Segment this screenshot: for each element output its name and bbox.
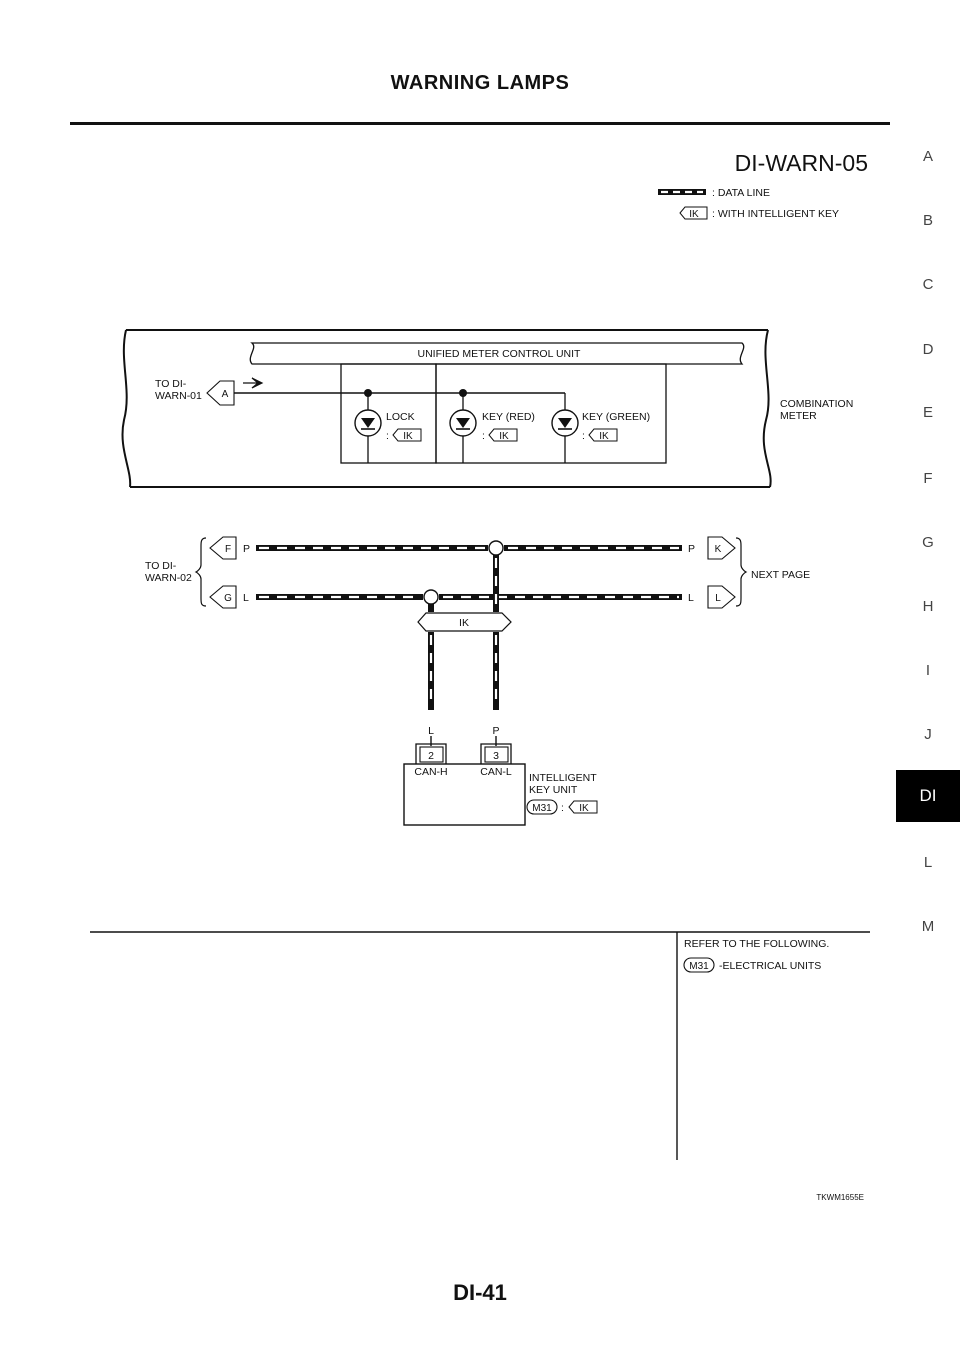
combination-meter-label-1: COMBINATION [780, 398, 854, 410]
legend [658, 187, 839, 220]
ik-unit-colon: : [561, 802, 564, 814]
lamp-key-green-colon: : [582, 430, 585, 442]
connector-g-flag[interactable] [210, 586, 236, 608]
side-index-h[interactable]: H [922, 598, 934, 615]
page-number: DI-41 [453, 1280, 507, 1305]
led-key-red-icon [450, 410, 476, 436]
ik-pin-2-label: CAN-H [414, 766, 448, 778]
lamp-key-green-ik-text: IK [599, 431, 609, 442]
legend-ik-tag-text: IK [689, 209, 699, 220]
legend-ik-label: : WITH INTELLIGENT KEY [712, 208, 839, 220]
side-index-e[interactable]: E [922, 404, 933, 421]
side-index-di-active[interactable]: DI [896, 770, 960, 822]
diagram-title: DI-WARN-05 [734, 150, 868, 176]
ik-unit-wire-color-p: P [492, 725, 500, 737]
connector-a-label: A [221, 389, 229, 400]
side-index-a[interactable]: A [922, 148, 933, 165]
side-index-m[interactable]: M [921, 918, 935, 935]
connector-a-flag[interactable] [207, 381, 234, 405]
ik-unit-wire-color-l: L [428, 725, 434, 737]
ik-unit-name-1: INTELLIGENT [529, 772, 597, 784]
side-index-c[interactable]: C [922, 276, 934, 293]
combination-meter-label-2: METER [780, 410, 817, 422]
connector-l-flag[interactable] [708, 586, 735, 608]
led-key-green-icon [552, 410, 578, 436]
next-page-label[interactable]: NEXT PAGE [751, 569, 811, 581]
wire-color-left-l: L [243, 592, 249, 604]
wire-color-right-l: L [688, 592, 694, 604]
connector-f-flag[interactable] [210, 537, 236, 559]
splice-bottom [424, 590, 438, 604]
ik-unit-ik-text: IK [579, 803, 589, 814]
side-index-j[interactable]: J [924, 726, 932, 743]
side-index-b[interactable]: B [922, 212, 933, 229]
connector-f-label: F [224, 544, 232, 555]
splice-top [489, 541, 503, 555]
section-title: WARNING LAMPS [390, 72, 570, 94]
ik-pin-3-number: 3 [493, 750, 499, 762]
side-index-l[interactable]: L [923, 854, 933, 871]
connector-g-label: G [224, 593, 232, 604]
ik-unit-connector-id: M31 [532, 803, 552, 814]
refer-connector-id: M31 [689, 961, 709, 972]
lamp-lock-label: LOCK [386, 411, 415, 423]
side-index-f[interactable]: F [923, 470, 933, 487]
to-di-warn-01-line-2: WARN-01 [155, 390, 202, 402]
led-lock-icon [355, 410, 381, 436]
lamp-lock-colon: : [386, 430, 389, 442]
to-di-warn-01-line-1: TO DI- [155, 378, 187, 390]
unified-meter-control-unit-label: UNIFIED METER CONTROL UNIT [417, 348, 581, 360]
side-index-g[interactable]: G [922, 534, 934, 551]
left-bracket [196, 538, 206, 606]
lamp-key-red-ik-text: IK [499, 431, 509, 442]
side-index-i[interactable]: I [925, 662, 931, 679]
lamp-key-red-colon: : [482, 430, 485, 442]
ik-pin-2-number: 2 [428, 750, 434, 762]
connector-l-label: L [715, 593, 721, 604]
wire-color-right-p: P [688, 543, 696, 555]
right-bracket [736, 538, 746, 606]
to-di-warn-02-line-2: WARN-02 [145, 572, 192, 584]
lamp-key-red-label: KEY (RED) [482, 411, 535, 423]
legend-data-line-label: : DATA LINE [712, 187, 770, 199]
ik-pin-3-label: CAN-L [480, 766, 512, 778]
connector-k-label: K [714, 544, 722, 555]
ik-unit-name-2: KEY UNIT [529, 784, 578, 796]
lamp-key-green-label: KEY (GREEN) [582, 411, 651, 423]
side-index-d[interactable]: D [922, 341, 934, 358]
refer-heading: REFER TO THE FOLLOWING. [684, 938, 830, 950]
bus-ik-text: IK [459, 617, 469, 629]
lamp-lock-ik-text: IK [403, 431, 413, 442]
to-di-warn-02-line-1: TO DI- [145, 560, 177, 572]
connector-k-flag[interactable] [708, 537, 735, 559]
continuation-arrow-icon [243, 378, 262, 388]
refer-item[interactable]: -ELECTRICAL UNITS [719, 960, 822, 972]
wire-color-left-p: P [243, 543, 251, 555]
figure-code: TKWM1655E [816, 1193, 864, 1202]
